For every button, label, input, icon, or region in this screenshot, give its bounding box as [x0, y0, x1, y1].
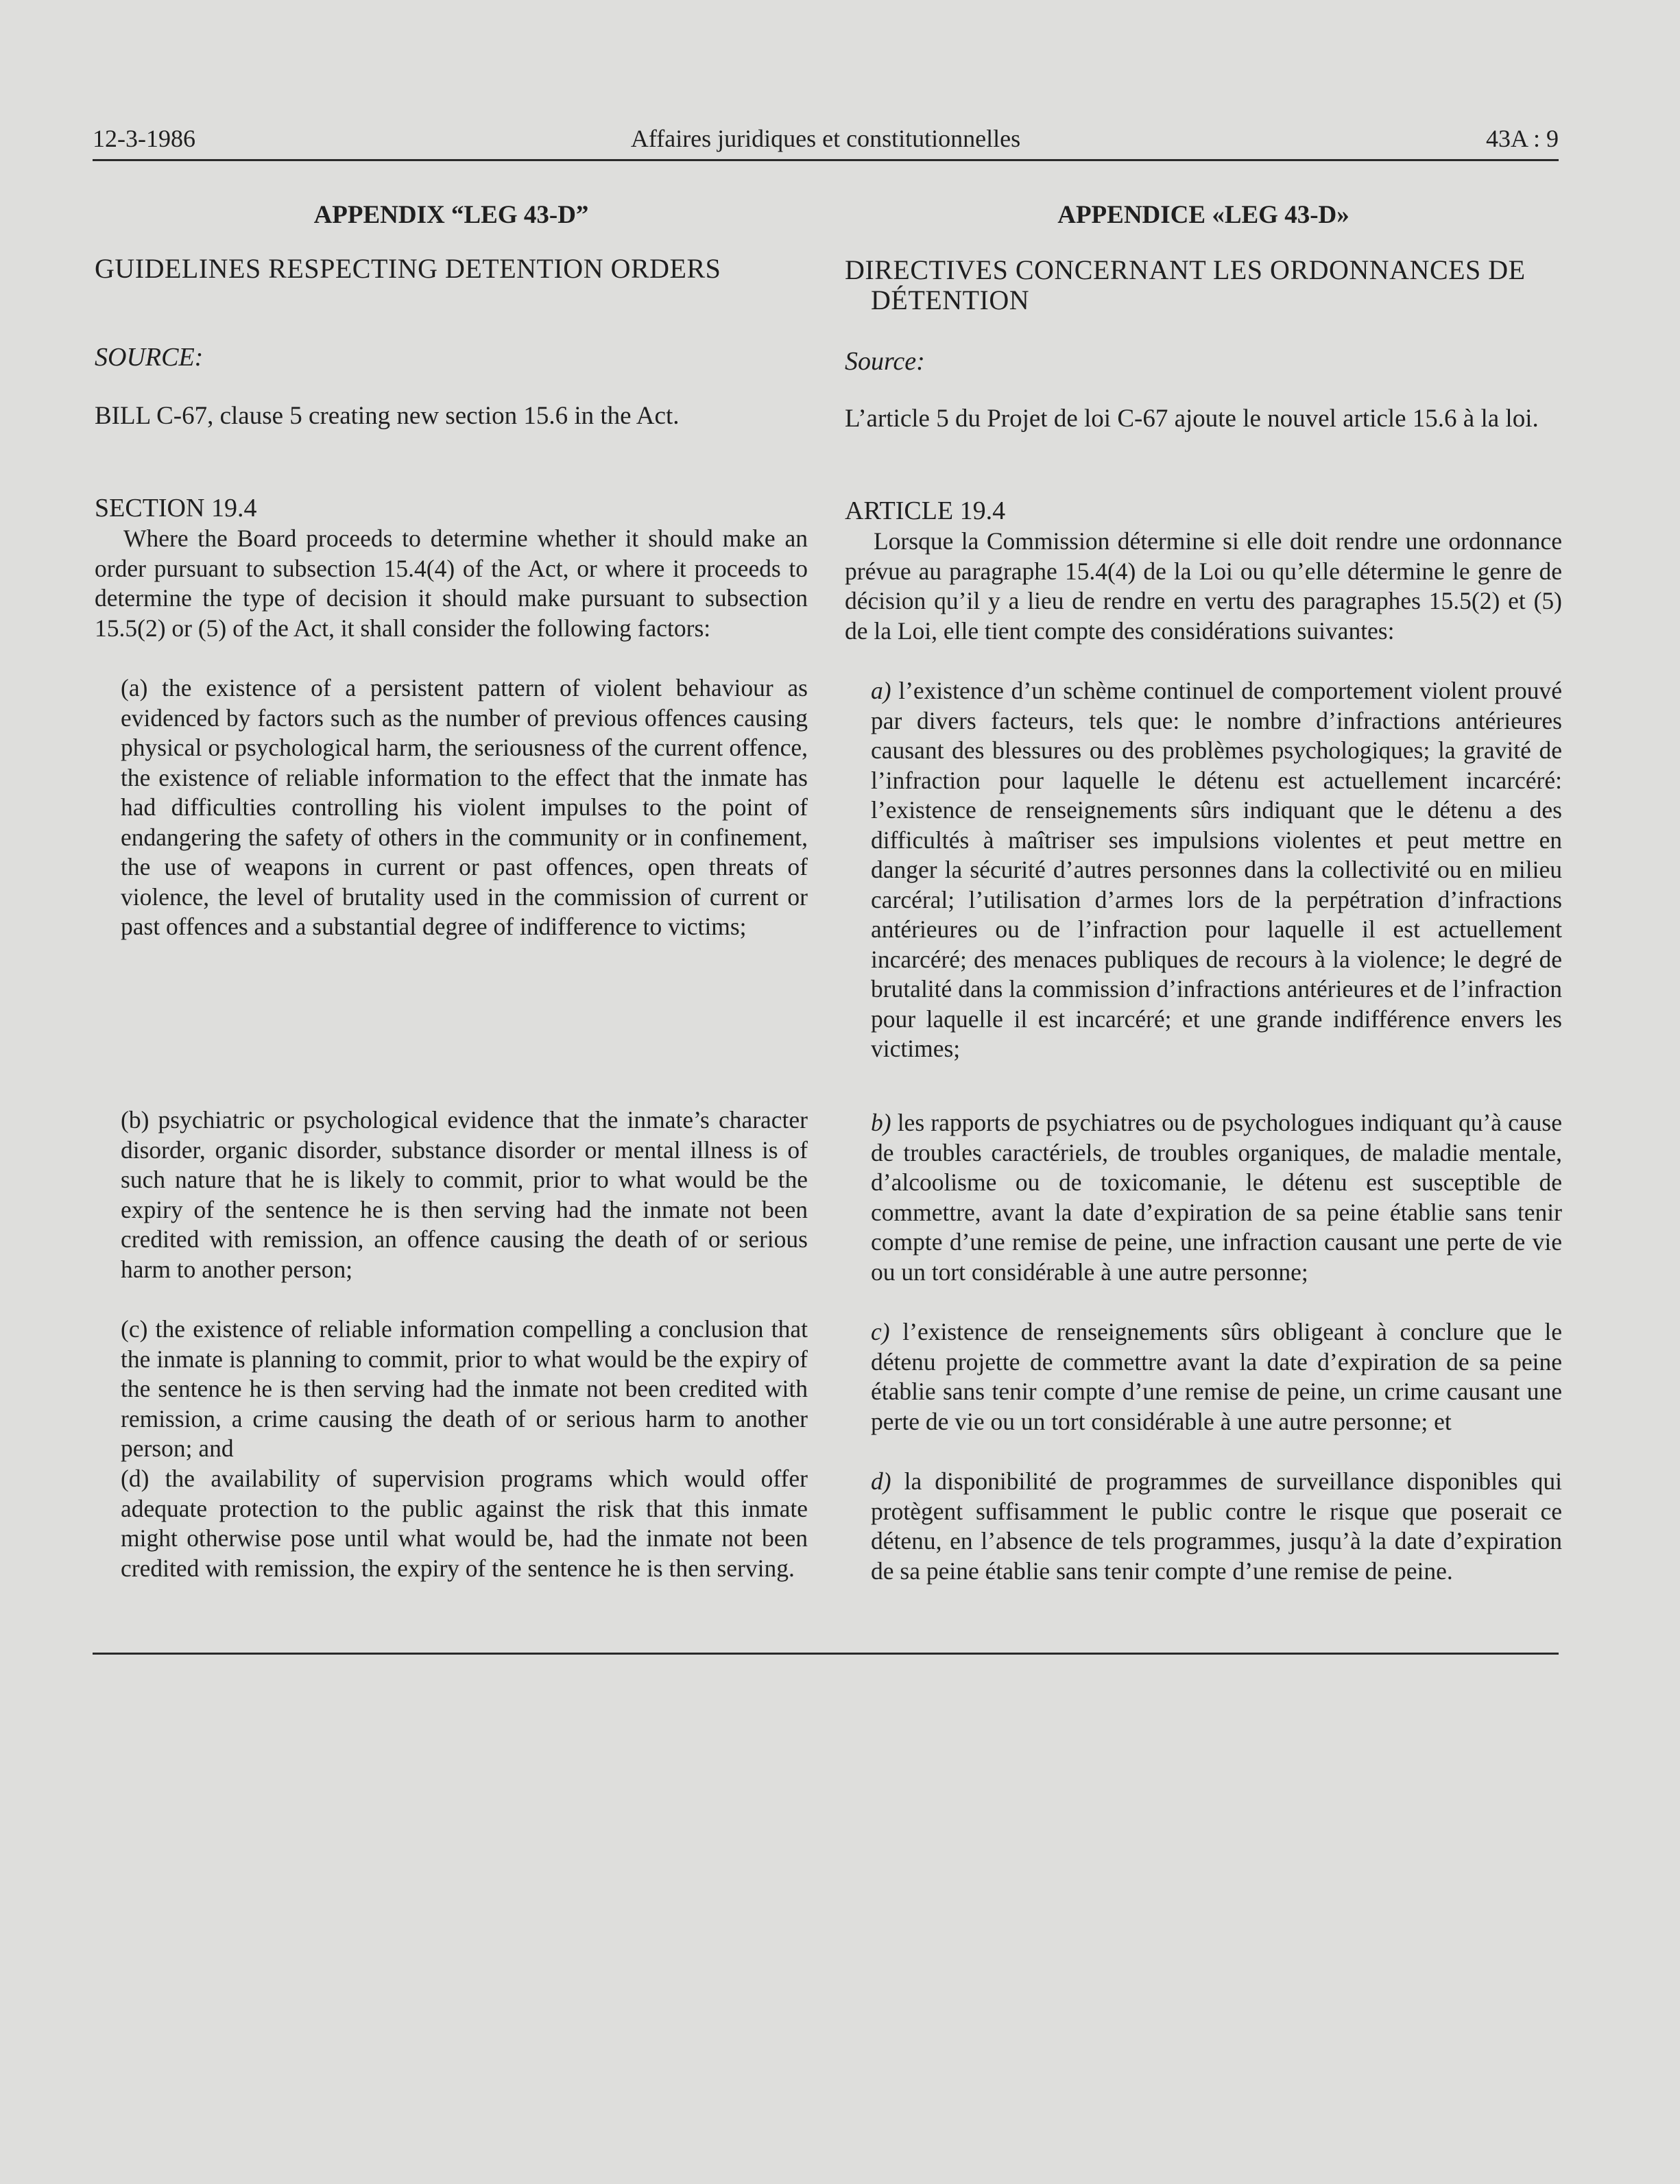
- english-section-label: SECTION 19.4: [95, 494, 257, 523]
- english-heading: GUIDELINES RESPECTING DETENTION ORDERS: [95, 253, 721, 284]
- french-section-label: ARTICLE 19.4: [845, 496, 1006, 525]
- footer-rule: [93, 1653, 1559, 1655]
- french-source-label: Source:: [845, 347, 925, 376]
- header-page-number: 43A : 9: [1485, 125, 1559, 152]
- header-rule: [93, 159, 1559, 161]
- header-title: Affaires juridiques et constitutionnelles: [630, 125, 1021, 152]
- english-item-a: (a) the existence of a persistent pattern of violent behaviour as evidenced by factors such as the number of previous offences causing physical or psychological harm, the seriousness of the current offence, the existence of reliable information to the effect that the inmate has had difficulties controlling his violent impulses to the point of endangering the safety of others in the community or in confinement, the use of weapons in current or past offences, open threats of violence, the level of brutality used in the commission of current or past offences and a substantial degree of indifference to victims;: [121, 674, 808, 940]
- english-source-text: BILL C-67, clause 5 creating new section 15.6 in the Act.: [95, 402, 680, 430]
- french-intro-paragraph: Lorsque la Commission détermine si elle doit rendre une ordonnance prévue au paragraphe 15.4(4) de la Loi ou qu’elle détermine le genre de décision qu’il y a lieu de rendre en vertu des paragraphes 15.5(2) et (5) de la Loi, elle tient compte des considérations suivantes:: [845, 527, 1562, 645]
- french-item-c-letter: c): [871, 1318, 890, 1345]
- french-item-d: [871, 1467, 1562, 1586]
- french-item-a-letter: a): [871, 677, 891, 704]
- french-item-d-text: la disponibilité de programmes de surveillance disponibles qui protègent suffisamment le public contre le risque que poserait ce détenu, en l’absence de tels programmes, jusqu’à la date d’expiration de sa peine établie sans tenir compte d’une remise de peine.: [871, 1467, 1562, 1585]
- french-appendix-title: APPENDICE «LEG 43-D»: [1057, 201, 1349, 229]
- french-item-a: [871, 676, 1562, 1064]
- english-source-label: SOURCE:: [95, 343, 204, 372]
- english-item-b: (b) psychiatric or psychological evidence that the inmate’s character disorder, organic disorder, substance disorder or mental illness is of such nature that he is likely to commit, prior to what would be the expiry of the sentence he is then serving had the inmate not been credited with remission, an offence causing the death of or serious harm to another person;: [121, 1106, 808, 1283]
- french-item-a-text: l’existence d’un schème continuel de comportement violent prouvé par divers facteurs, tels que: le nombre d’infractions antérieures causant des blessures ou des problèmes psychologiques; la gravité de l’infraction pour laquelle le détenu est actuellement incarcéré: l’existence de renseignements sûrs indiquant que le détenu a des difficultés à maîtriser ses impulsions violentes et peut mettre en danger la sécurité d’autres personnes dans la collectivité ou en milieu carcéral; l’utilisation d’armes lors de la perpétration d’infractions antérieures ou de l’infraction pour laquelle il est actuellement incarcéré; des menaces publiques de recours à la violence; le degré de brutalité dans la commission d’infractions antérieures et de l’infraction pour laquelle il est incarcéré; et une grande indifférence envers les victimes;: [871, 677, 1562, 1062]
- french-item-b: [871, 1108, 1562, 1287]
- english-intro-paragraph: Where the Board proceeds to determine whether it should make an order pursuant to subsection 15.4(4) of the Act, or where it proceeds to determine the type of decision it should make pursuant to subsection 15.5(2) or (5) of the Act, it shall consider the following factors:: [95, 525, 808, 642]
- french-source-text: L’article 5 du Projet de loi C-67 ajoute le nouvel article 15.6 à la loi.: [845, 405, 1539, 433]
- french-item-d-letter: d): [871, 1467, 891, 1495]
- french-item-c: [871, 1317, 1562, 1437]
- french-heading: DIRECTIVES CONCERNANT LES ORDONNANCES DE DÉTENTION: [845, 254, 1526, 315]
- english-appendix-title: APPENDIX “LEG 43-D”: [313, 201, 589, 229]
- english-item-c: (c) the existence of reliable information compelling a conclusion that the inmate is planning to commit, prior to what would be the expiry of the sentence he is then serving had the inmate not been credited with remission, a crime causing the death of or serious harm to another person; and: [121, 1315, 808, 1462]
- english-item-d: (d) the availability of supervision programs which would offer adequate protection to the public against the risk that this inmate might otherwise pose until what would be, had the inmate not been credited with remission, the expiry of the sentence he is then serving.: [121, 1465, 808, 1582]
- header-date: 12-3-1986: [93, 125, 195, 152]
- running-header: [93, 121, 1559, 156]
- french-item-b-text: les rapports de psychiatres ou de psychologues indiquant qu’à cause de troubles caractériels, de troubles organiques, de maladie mentale, d’alcoolisme ou de toxicomanie, le détenu est susceptible de commettre, avant la date d’expiration de sa peine établie sans tenir compte d’une remise de peine, une infraction causant une perte de vie ou un tort considérable à une autre personne;: [871, 1109, 1562, 1286]
- french-item-c-text: l’existence de renseignements sûrs obligeant à conclure que le détenu projette de commettre avant la date d’expiration de sa peine établie sans tenir compte d’une remise de peine, un crime causant une perte de vie ou un tort considérable à une autre personne; et: [871, 1318, 1562, 1435]
- french-item-b-letter: b): [871, 1109, 891, 1136]
